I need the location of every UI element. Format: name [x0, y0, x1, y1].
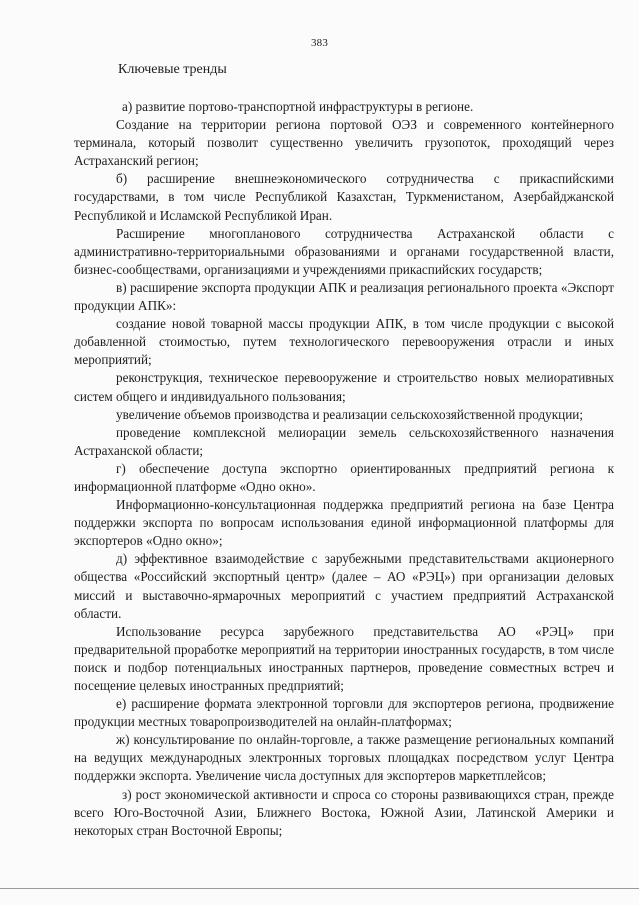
- paragraph: з) рост экономической активности и спроса со стороны развивающихся стран, прежде всего Юго-Восточной Азии, Ближнего Востока, Южной Азии, Латинской Америки и некоторых стран Восточной Европы;: [74, 786, 614, 838]
- paragraph: Создание на территории региона портовой ОЭЗ и современного контейнерного терминала, который позволит существенно увеличить грузопоток, проходящий через Астраханский регион;: [74, 117, 614, 169]
- paragraph: создание новой товарной массы продукции АПК, в том числе продукции с высокой добавленной стоимостью, путем технологического перевооружения отрасли и иных мероприятий;: [74, 316, 614, 368]
- paragraph: Использование ресурса зарубежного представительства АО «РЭЦ» при предварительной проработке мероприятий на территории иностранных государств, в том числе поиск и подбор потенциальных иностранных партнеров, проведение совместных встреч и посещение целевых иностранных предприятий;: [74, 623, 614, 693]
- document-body: [74, 98, 614, 840]
- paragraph: увеличение объемов производства и реализации сельскохозяйственной продукции;: [116, 406, 584, 422]
- paragraph: а) развитие портово-транспортной инфраструктуры в регионе.: [122, 99, 474, 114]
- paragraph: Информационно-консультационная поддержка предприятий региона на базе Центра поддержки экспорта по вопросам использования единой информационной платформы для экспортеров «Одно окно»;: [74, 497, 614, 549]
- paragraph: б) расширение внешнеэкономического сотрудничества с прикаспийскими государствами, в том числе Республикой Казахстан, Туркменистаном, Азербайджанской Республикой и Исламской Республикой Иран.: [74, 171, 614, 223]
- paragraph: д) эффективное взаимодействие с зарубежными представительствами акционерного общества «Российский экспортный центр» (далее – АО «РЭЦ») при организации деловых миссий и выставочно-ярмарочных мероприятий с участием предприятий Астраханской области.: [74, 551, 614, 621]
- paragraph: реконструкция, техническое перевооружение и строительство новых мелиоративных систем общего и индивидуального пользования;: [74, 370, 614, 404]
- paragraph: проведение комплексной мелиорации земель сельскохозяйственного назначения Астраханской области;: [74, 424, 614, 458]
- page-number: 383: [310, 37, 329, 49]
- scan-edge-line: [0, 888, 639, 889]
- paragraph: в) расширение экспорта продукции АПК и реализация регионального проекта «Экспорт продукции АПК»:: [74, 279, 614, 314]
- paragraph: г) обеспечение доступа экспортно ориентированных предприятий региона к информационной платформе «Одно окно».: [74, 460, 614, 494]
- paragraph: е) расширение формата электронной торговли для экспортеров региона, продвижение продукции местных товаропроизводителей на онлайн-платформах;: [74, 696, 614, 730]
- section-heading: Ключевые тренды: [118, 62, 227, 77]
- paragraph: ж) консультирование по онлайн-торговле, а также размещение региональных компаний на ведущих международных электронных торговых площадках посредством услуг Центра поддержки экспорта. Увеличение числа доступных для экспортеров маркетплейсов;: [74, 732, 614, 784]
- paragraph: Расширение многопланового сотрудничества Астраханской области с административно-территориальными образованиями и органами государственной власти, бизнес-сообществами, организациями и учреждениями прикаспийских государств;: [74, 225, 614, 277]
